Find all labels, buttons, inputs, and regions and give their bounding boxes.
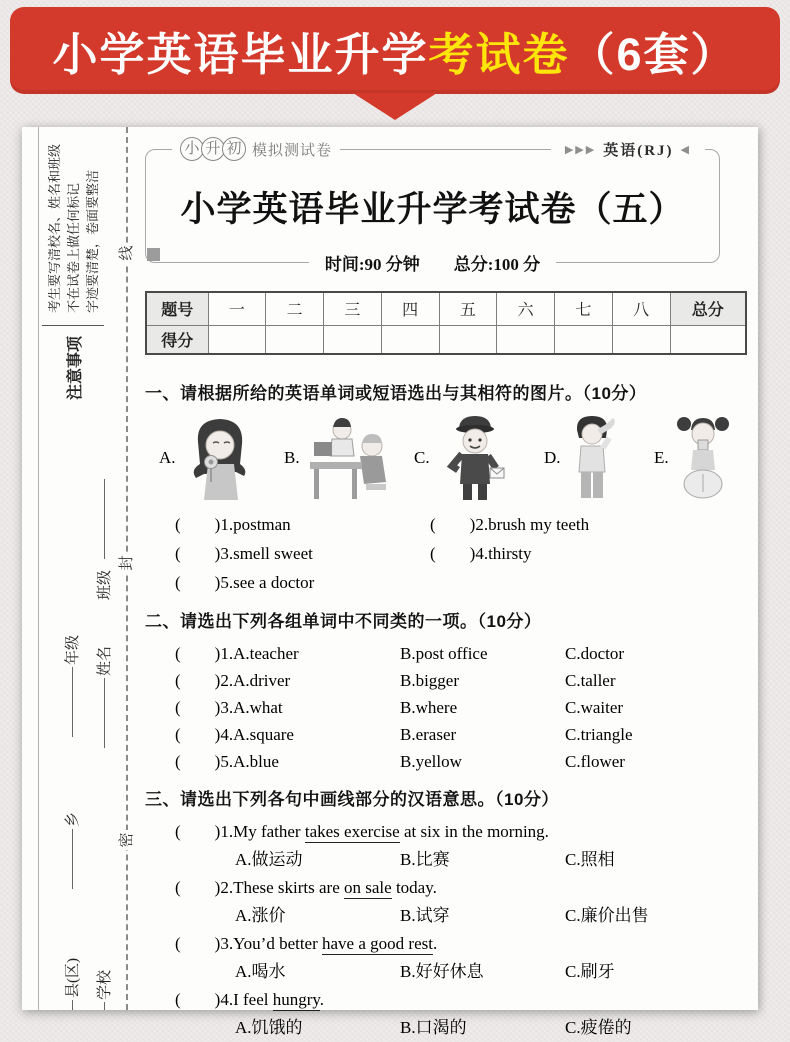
q2-item-2-b: B.bigger [400, 671, 460, 690]
q3-item-3-opt-c: C.刷牙 [565, 962, 615, 981]
field-label-county: 县(区) [65, 958, 81, 998]
brand-circle-2: 升 [201, 137, 225, 161]
brand-circle-1: 小 [180, 137, 204, 161]
q2-item-5-b: B.yellow [400, 752, 462, 771]
subject-name: 英语(RJ) [603, 143, 674, 159]
q3-item-2-options [145, 902, 747, 930]
field-label-grade: 年级 [65, 634, 81, 665]
seal-char-xian: 线 [117, 243, 137, 263]
q1-item-5-text: 5.see a doctor [220, 573, 315, 592]
q2-item-5-a [175, 748, 400, 775]
paper-meta [146, 250, 719, 275]
picture-b-illustration-see-a-doctor [302, 412, 396, 504]
subject-badge [551, 139, 705, 160]
notice-line-1: 考生要写清校名、姓名和班级 [46, 143, 62, 313]
field-label-class: 班级 [97, 569, 113, 600]
q2-item-2-lead: 2.A.driver [220, 671, 291, 690]
score-empty-cell [381, 325, 439, 354]
q3-item-1-opt-c: C.照相 [565, 850, 615, 869]
q3-item-1-post: at six in the morning. [399, 822, 549, 841]
paper-meta-inner [309, 255, 556, 274]
picture-row [145, 412, 747, 504]
q3-item-4-opt-a: A.饥饿的 [235, 1018, 303, 1037]
total-score: 总分:100 分 [453, 255, 541, 274]
q3-item-3-opt-b: B.好好休息 [400, 962, 484, 981]
q2-item-4 [145, 721, 747, 748]
picture-d-illustration-brush-teeth [563, 412, 621, 504]
q2-item-5-c: C.flower [565, 752, 625, 771]
picture-b-label: B. [284, 448, 300, 467]
banner-pointer-arrow [353, 93, 437, 120]
score-header-cell: 一 [208, 292, 266, 325]
q1-item-3 [175, 539, 430, 568]
q3-item-1-sentence [145, 818, 747, 846]
q3-item-2-pre: 2.These skirts are [220, 878, 345, 897]
picture-a-illustration-smell-flower [178, 412, 262, 504]
answer-bracket: ( ) [175, 878, 221, 897]
q3-item-2-opt-b: B.试穿 [400, 906, 450, 925]
section-one-heading: 一、请根据所给的英语单词或短语选出与其相符的图片。（10分） [145, 384, 647, 403]
brand-badge [172, 137, 340, 161]
q3-item-3-underlined: have a good rest [322, 934, 433, 953]
picture-a [159, 412, 284, 504]
score-empty-cell [208, 325, 266, 354]
q1-item-3-text: 3.smell sweet [220, 544, 313, 563]
picture-e-illustration-thirsty [671, 412, 735, 504]
score-header-cell: 二 [266, 292, 324, 325]
q1-item-1-text: 1.postman [220, 515, 291, 534]
score-table [145, 291, 747, 355]
exam-notice-block [42, 143, 104, 400]
answer-bracket: ( ) [430, 544, 476, 563]
q3-item-1-opt-a: A.做运动 [235, 850, 303, 869]
q3-item-1-opt-b: B.比赛 [400, 850, 450, 869]
notice-label: 注意事项 [66, 335, 84, 400]
q3-item-4-options [145, 1014, 747, 1042]
score-header-cell: 四 [381, 292, 439, 325]
q2-item-3-a [175, 694, 400, 721]
q1-item-1 [175, 510, 430, 539]
q3-item-4-sentence [145, 986, 747, 1014]
q3-item-2-opt-c: C.廉价出售 [565, 906, 649, 925]
picture-c-illustration-postman [432, 412, 518, 504]
picture-e-label: E. [654, 448, 669, 467]
field-blank-class [104, 479, 105, 559]
arrows-right-icon: ▶▶▶ [564, 144, 597, 156]
brand-suffix: 模拟测试卷 [252, 142, 333, 159]
q2-item-3 [145, 694, 747, 721]
field-blank-county [72, 1000, 73, 1010]
answer-bracket: ( ) [175, 752, 221, 771]
paper-header-box [145, 141, 720, 274]
promo-banner [10, 7, 780, 94]
score-empty-cell [439, 325, 497, 354]
q1-item-2-text: 2.brush my teeth [475, 515, 590, 534]
q2-item-1 [145, 640, 747, 667]
score-header-cell: 七 [555, 292, 613, 325]
score-row-label: 得分 [146, 325, 208, 354]
answer-bracket: ( ) [175, 515, 221, 534]
q3-item-1-options [145, 846, 747, 874]
score-empty-cell [324, 325, 382, 354]
picture-d-label: D. [544, 448, 561, 467]
picture-c-label: C. [414, 448, 430, 467]
q3-item-1-underlined: takes exercise [304, 822, 400, 841]
brand-circle-3: 初 [222, 137, 246, 161]
q1-item-2 [430, 510, 747, 539]
q2-item-4-lead: 4.A.square [220, 725, 294, 744]
field-blank-school [104, 1002, 105, 1010]
field-blank-grade [72, 667, 73, 737]
notice-line-3: 字迹要清楚，卷面要整洁 [84, 169, 100, 313]
q2-item-5 [145, 748, 747, 775]
q1-item-5 [175, 568, 430, 597]
q3-item-3-pre: 3.You’d better [220, 934, 323, 953]
q2-item-2-c: C.taller [565, 671, 616, 690]
banner-text-highlight: 考试卷 [428, 29, 570, 80]
score-empty-cell [612, 325, 670, 354]
score-header-cell: 题号 [146, 292, 208, 325]
seal-char-feng: 封 [117, 553, 137, 573]
picture-a-label: A. [159, 448, 176, 467]
q3-item-4-opt-b: B.口渴的 [400, 1018, 467, 1037]
notice-divider [42, 325, 104, 326]
answer-bracket: ( ) [175, 698, 221, 717]
picture-d [544, 412, 654, 504]
answer-bracket: ( ) [175, 671, 221, 690]
q1-item-4-text: 4.thirsty [475, 544, 532, 563]
q3-item-4-opt-c: C.疲倦的 [565, 1018, 632, 1037]
answer-bracket: ( ) [175, 573, 221, 592]
q1-item-4 [430, 539, 747, 568]
q3-item-3-sentence [145, 930, 747, 958]
corner-square-decoration [147, 248, 160, 261]
score-header-cell: 六 [497, 292, 555, 325]
q3-item-3-options [145, 958, 747, 986]
seal-char-mi: 密 [117, 830, 137, 850]
score-header-cell: 八 [612, 292, 670, 325]
picture-e [654, 412, 735, 504]
notice-line-2: 不在试卷上做任何标记 [65, 182, 81, 313]
banner-text-left: 小学英语毕业升学 [52, 29, 429, 80]
section-two-heading: 二、请选出下列各组单词中不同类的一项。（10分） [145, 612, 542, 631]
time-limit: 时间:90 分钟 [324, 255, 420, 274]
q2-item-5-lead: 5.A.blue [220, 752, 279, 771]
score-table-score-row [146, 325, 746, 354]
q2-item-1-c: C.doctor [565, 644, 625, 663]
q2-item-4-c: C.triangle [565, 725, 633, 744]
banner-text-right: （6套） [569, 29, 738, 80]
field-blank-township [72, 829, 73, 889]
exam-paper-page [22, 127, 758, 1037]
q2-item-3-c: C.waiter [565, 698, 624, 717]
q2-item-3-b: B.where [400, 698, 458, 717]
section-three-heading: 三、请选出下列各句中画线部分的汉语意思。（10分） [145, 790, 559, 809]
answer-bracket: ( ) [175, 990, 221, 1009]
score-empty-cell [670, 325, 746, 354]
q2-item-1-b: B.post office [400, 644, 488, 663]
q2-item-1-a [175, 640, 400, 667]
q3-item-1-pre: 1.My father [220, 822, 305, 841]
field-label-name: 姓名 [97, 645, 113, 676]
q3-item-2-sentence [145, 874, 747, 902]
q2-item-4-a [175, 721, 400, 748]
answer-bracket: ( ) [175, 544, 221, 563]
answer-bracket: ( ) [175, 822, 221, 841]
q3-item-2-underlined: on sale [344, 878, 392, 897]
answer-bracket: ( ) [430, 515, 476, 534]
q3-item-4-pre: 4.I feel [220, 990, 273, 1009]
score-empty-cell [497, 325, 555, 354]
q3-item-3-post: . [432, 934, 438, 953]
field-blank-name [104, 678, 105, 748]
field-label-school: 学校 [97, 969, 113, 1000]
field-label-township: 乡 [65, 811, 81, 827]
main-content [145, 141, 747, 1042]
q2-item-4-b: B.eraser [400, 725, 457, 744]
page-left-rule [38, 127, 39, 1010]
q2-item-1-lead: 1.A.teacher [220, 644, 299, 663]
q2-item-2 [145, 667, 747, 694]
q2-item-2-a [175, 667, 400, 694]
notice-lines [45, 144, 102, 313]
score-header-cell: 三 [324, 292, 382, 325]
score-empty-cell [555, 325, 613, 354]
q3-item-2-opt-a: A.涨价 [235, 906, 286, 925]
q3-item-2-post: today. [391, 878, 437, 897]
q3-item-3-opt-a: A.喝水 [235, 962, 286, 981]
section-one-items [145, 510, 747, 597]
picture-c [414, 412, 544, 504]
answer-bracket: ( ) [175, 725, 221, 744]
score-table-header-row [146, 292, 746, 325]
picture-b [284, 412, 414, 504]
q2-item-3-lead: 3.A.what [220, 698, 283, 717]
score-empty-cell [266, 325, 324, 354]
paper-title: 小学英语毕业升学考试卷（五） [180, 190, 685, 229]
answer-bracket: ( ) [175, 934, 221, 953]
score-header-cell: 总分 [670, 292, 746, 325]
score-header-cell: 五 [439, 292, 497, 325]
answer-bracket: ( ) [175, 644, 221, 663]
arrow-left-icon: ◀ [680, 144, 691, 156]
q3-item-4-post: . [319, 990, 325, 1009]
q3-item-4-underlined: hungry [272, 990, 320, 1009]
